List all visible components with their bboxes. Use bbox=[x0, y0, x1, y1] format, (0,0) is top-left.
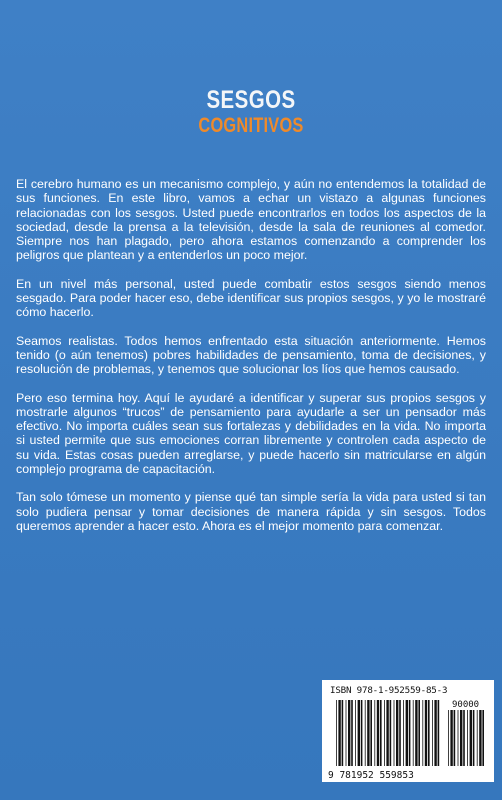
blurb-paragraph-3: Seamos realistas. Todos hemos enfrentado esta situación anteriormente. Hemos tenido (o aún tenemos) pobres habilidades de pensamiento, toma de decisiones, y resolución de problemas, y tenemos que solucionar los líos que hemos causado. bbox=[16, 333, 486, 377]
blurb-paragraph-2: En un nivel más personal, usted puede combatir estos sesgos siendo menos sesgado. Para poder hacer eso, debe identificar sus propios sesgos, y yo le mostraré cómo hacerlo. bbox=[16, 276, 486, 320]
ean-bars bbox=[336, 700, 439, 766]
blurb-paragraph-5: Tan solo tómese un momento y piense qué tan simple sería la vida para usted si tan solo pudiera pensar y tomar decisiones de manera rápida y sin sesgos. Todos queremos aprender a hacer esto. Ahora es el mejor momento para comenzar. bbox=[16, 490, 486, 533]
blurb-paragraph-1: El cerebro humano es un mecanismo complejo, y aún no entendemos la totalidad de sus funciones. En este libro, vamos a echar un vistazo a algunas funciones relacionadas con los sesgos. Usted puede encontrarlos en todos los aspectos de la sociedad, desde la prensa a la televisión, desde la sala de reuniones al comedor. Siempre nos han plagado, pero ahora estamos comenzando a comprender los peligros que plantean y a entenderlos un poco mejor. bbox=[16, 177, 486, 263]
blurb bbox=[16, 177, 486, 547]
addon-bars bbox=[448, 710, 484, 766]
barcode-graphic bbox=[328, 696, 488, 780]
book-title bbox=[0, 86, 502, 138]
blurb-paragraph-4: Pero eso termina hoy. Aquí le ayudaré a identificar y superar sus propios sesgos y mostrarle algunos “trucos” de pensamiento para ayudarle a ser un pensador más efectivo. No importa cuáles sean sus fortalezas y debilidades en la vida. No importa si usted permite que sus emociones corran libremente y controlen cada aspecto de su vida. Estas cosas pueden arreglarse, y puede hacerlo sin matricularse en algún complejo programa de capacitación. bbox=[16, 390, 486, 477]
isbn-label: ISBN 978-1-952559-85-3 bbox=[330, 685, 448, 696]
title-line-1: SESGOS bbox=[206, 86, 296, 114]
addon-digits: 90000 bbox=[452, 700, 480, 710]
title-line-2: COGNITIVOS bbox=[198, 114, 304, 137]
isbn-barcode bbox=[322, 680, 494, 782]
ean-digits: 9 781952 559853 bbox=[328, 770, 414, 780]
